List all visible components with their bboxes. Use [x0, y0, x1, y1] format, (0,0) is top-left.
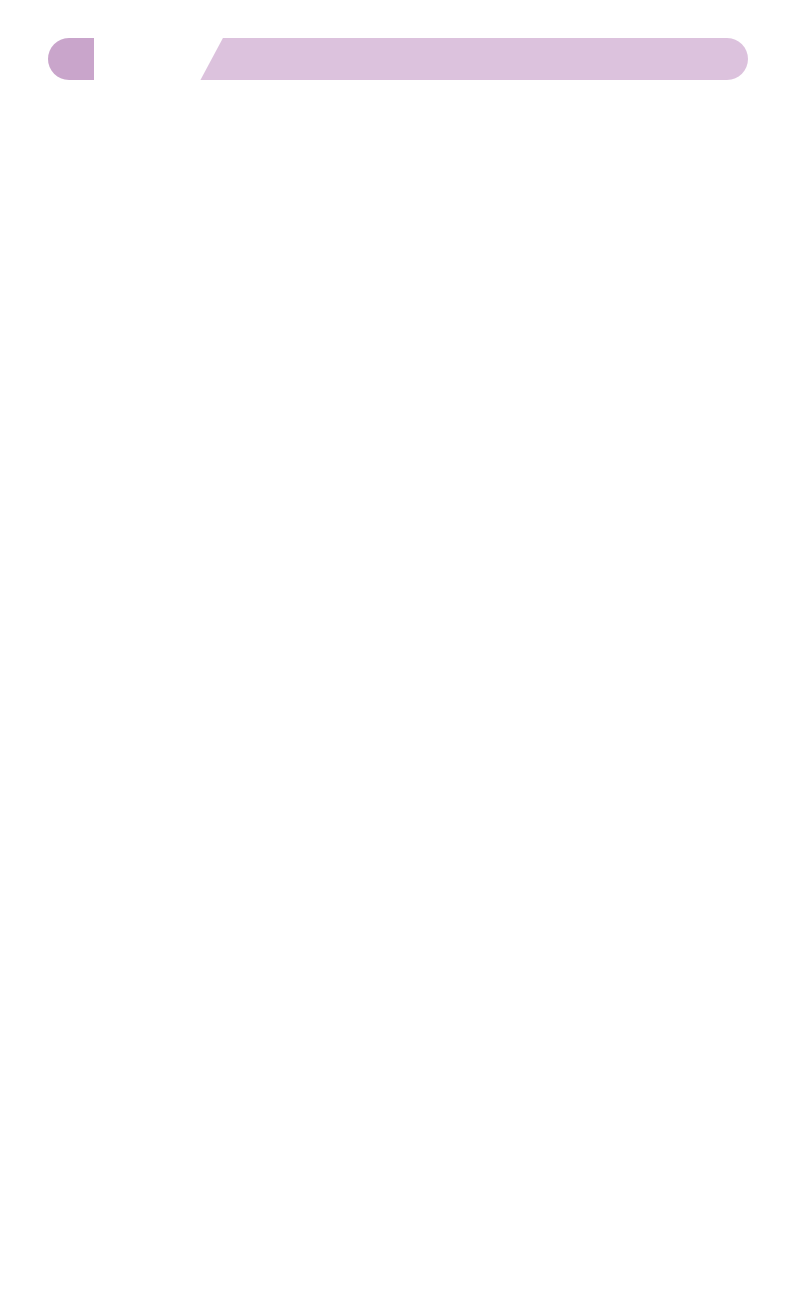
service-3 [566, 94, 718, 98]
service-1 [198, 94, 348, 98]
header-logo-badge [48, 36, 224, 82]
service-2 [382, 94, 534, 98]
